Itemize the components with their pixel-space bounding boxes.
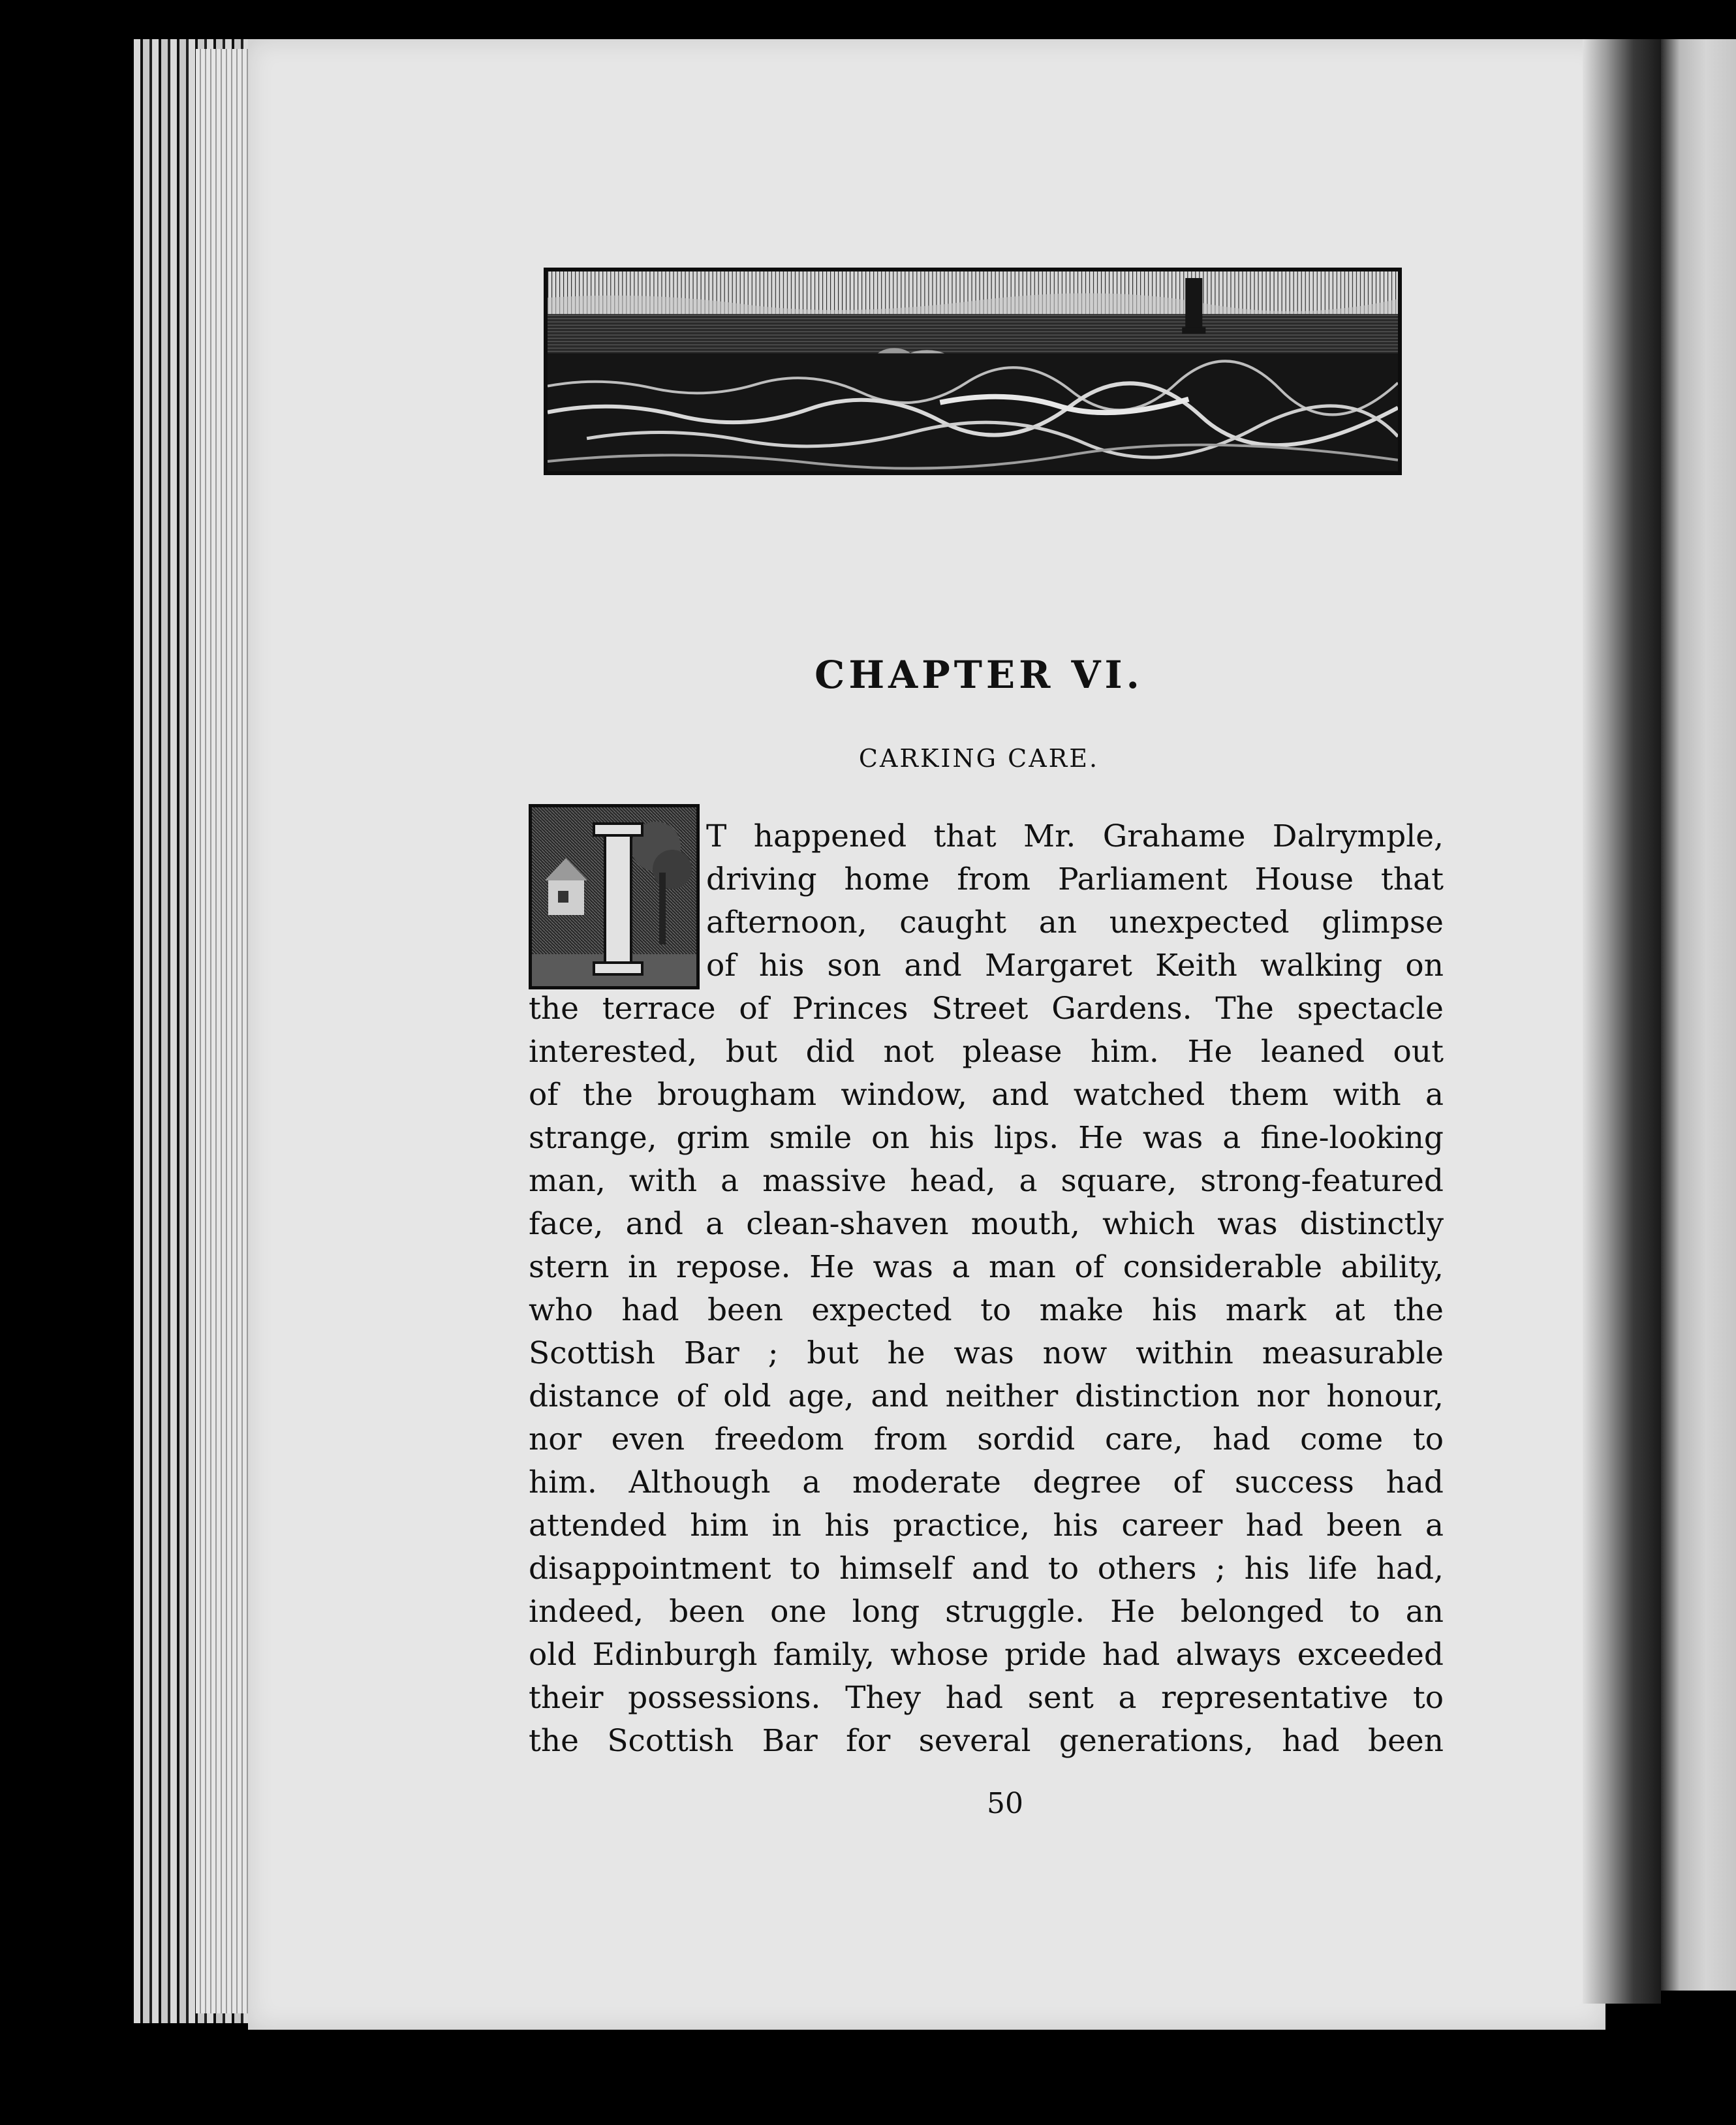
body-line: distance of old age, and neither distinction nor honour,	[529, 1378, 1444, 1414]
body-line: the terrace of Princes Street Gardens. The spectacle	[529, 991, 1444, 1027]
body-line: him. Although a moderate degree of success had	[529, 1465, 1444, 1500]
body-line: strange, grim smile on his lips. He was a fine-looking	[529, 1120, 1444, 1156]
body-line: of his son and Margaret Keith walking on	[706, 948, 1444, 984]
body-line: stern in repose. He was a man of considerable ability,	[529, 1249, 1444, 1285]
body-line: of the brougham window, and watched them with a	[529, 1077, 1444, 1113]
body-line: nor even freedom from sordid care, had come to	[529, 1421, 1444, 1457]
body-line: indeed, been one long struggle. He belonged to an	[529, 1594, 1444, 1630]
page-number: 50	[987, 1787, 1023, 1820]
body-line: old Edinburgh family, whose pride had always exceeded	[529, 1637, 1444, 1673]
facing-page-edge	[1661, 39, 1736, 1991]
body-line: who had been expected to make his mark at the	[529, 1292, 1444, 1328]
body-line: afternoon, caught an unexpected glimpse	[706, 905, 1444, 940]
body-line: disappointment to himself and to others ; his life had,	[529, 1551, 1444, 1587]
body-line: the Scottish Bar for several generations, had been	[529, 1723, 1444, 1759]
body-line: face, and a clean-shaven mouth, which was distinctly	[529, 1206, 1444, 1242]
body-line: interested, but did not please him. He leaned out	[529, 1034, 1444, 1070]
body-line: their possessions. They had sent a representative to	[529, 1680, 1444, 1716]
body-line: driving home from Parliament House that	[706, 861, 1444, 897]
book-gutter	[1583, 39, 1661, 2004]
body-line: Scottish Bar ; but he was now within measurable	[529, 1335, 1444, 1371]
body-line: man, with a massive head, a square, strong-featured	[529, 1163, 1444, 1199]
body-line: attended him in his practice, his career had been a	[529, 1508, 1444, 1543]
chapter-heading: CHAPTER VI.	[814, 653, 1143, 697]
drop-cap-initial	[529, 804, 700, 989]
body-line: T happened that Mr. Grahame Dalrymple,	[706, 818, 1444, 854]
header-seascape-engraving	[544, 268, 1402, 475]
chapter-title: CARKING CARE.	[858, 744, 1100, 773]
book-page-edges-inner	[196, 49, 255, 2013]
